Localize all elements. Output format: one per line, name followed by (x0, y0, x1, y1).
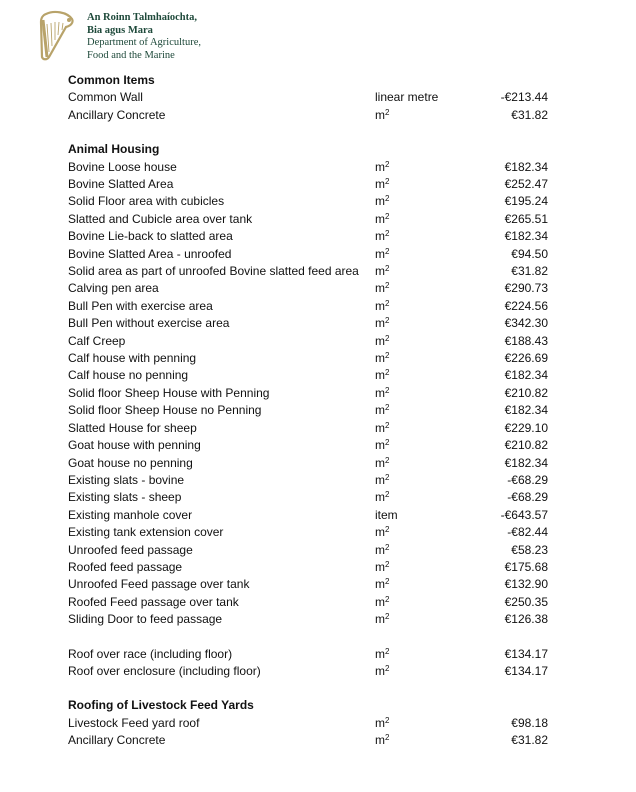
item-unit: $m^2$ (375, 525, 390, 540)
item-unit: $m^2$ (375, 542, 390, 557)
item-cost: €31.82 (511, 264, 548, 279)
table-row (68, 350, 548, 367)
table-row (68, 159, 548, 176)
item-unit: $m^2$ (375, 490, 390, 505)
item-unit: $m^2$ (375, 385, 390, 400)
table-row (68, 263, 548, 280)
item-cost: €132.90 (504, 577, 548, 592)
item-unit: $m^2$ (375, 438, 390, 453)
item-cost: €342.30 (504, 316, 548, 331)
item-cost: -€82.44 (507, 525, 548, 540)
item-cost: €265.51 (504, 211, 548, 226)
item-unit: $m^2$ (375, 559, 390, 574)
item-unit: $m^2$ (375, 368, 390, 383)
table-row (68, 333, 548, 350)
item-cost: €229.10 (504, 420, 548, 435)
item-description: Goat house no penning (68, 455, 193, 470)
cost-section (68, 646, 548, 681)
item-unit: $m^2$ (375, 715, 390, 730)
item-unit: $m^2$ (375, 177, 390, 191)
harp-logo-icon (37, 10, 77, 62)
item-description: Unroofed feed passage (68, 542, 193, 557)
item-description: Solid floor Sheep House no Penning (68, 403, 262, 418)
item-unit: $m^2$ (375, 333, 390, 348)
item-cost: €210.82 (504, 438, 548, 453)
table-row (68, 315, 548, 332)
item-description: Ancillary Concrete (68, 733, 166, 748)
item-unit: $m^2$ (375, 298, 390, 313)
item-description: Existing slats - sheep (68, 490, 182, 505)
item-cost: €210.82 (504, 385, 548, 400)
cost-section (68, 697, 548, 749)
table-row (68, 211, 548, 228)
item-unit: $m^2$ (375, 612, 390, 627)
item-description: Solid floor Sheep House with Penning (68, 385, 270, 400)
item-unit: $m^2$ (375, 472, 390, 487)
item-cost: €58.23 (511, 542, 548, 557)
item-unit: $m^2$ (375, 351, 390, 366)
item-unit: $m^2$ (375, 194, 390, 209)
item-description: Bovine Slatted Area (68, 177, 174, 191)
department-name (87, 12, 287, 62)
item-description: Calf house no penning (68, 368, 189, 383)
item-description: Roof over enclosure (including floor) (68, 663, 261, 678)
item-unit: item (375, 507, 398, 522)
dept-line-english-1: Department of Agriculture, (87, 37, 202, 48)
item-unit: $m^2$ (375, 577, 390, 592)
section-title: Roofing of Livestock Feed Yards (68, 698, 254, 713)
item-description: Bovine Lie-back to slatted area (68, 229, 233, 244)
item-description: Solid Floor area with cubicles (68, 194, 225, 209)
cost-section (68, 141, 548, 628)
item-cost: €134.17 (504, 663, 548, 678)
cost-section (68, 72, 548, 124)
table-row (68, 489, 548, 506)
table-row (68, 176, 548, 193)
item-cost: €195.24 (504, 194, 548, 209)
item-unit: $m^2$ (375, 107, 390, 122)
item-cost: -€68.29 (507, 472, 548, 487)
item-unit: $m^2$ (375, 246, 390, 261)
table-row (68, 559, 548, 576)
table-row (68, 524, 548, 541)
item-unit: linear metre (375, 90, 439, 105)
item-cost: €182.34 (504, 403, 548, 418)
item-unit: $m^2$ (375, 229, 390, 244)
item-cost: €31.82 (511, 107, 548, 122)
dept-line-irish-1: An Roinn Talmhaíochta, (87, 12, 197, 23)
item-description: Slatted House for sheep (68, 420, 197, 435)
item-cost: €182.34 (504, 368, 548, 383)
item-cost: -€68.29 (507, 490, 548, 505)
dept-line-irish-2: Bia agus Mara (87, 24, 153, 36)
section-title: Common Items (68, 73, 155, 87)
item-unit: $m^2$ (375, 403, 390, 418)
item-unit: $m^2$ (375, 211, 390, 226)
item-cost: €226.69 (504, 351, 548, 366)
item-cost: €98.18 (511, 715, 548, 730)
item-cost: €182.34 (504, 159, 548, 174)
item-description: Calf house with penning (68, 351, 197, 366)
item-description: Roofed Feed passage over tank (68, 594, 239, 609)
item-description: Slatted and Cubicle area over tank (68, 211, 253, 226)
item-description: Bovine Slatted Area - unroofed (68, 246, 232, 261)
table-row (68, 594, 548, 611)
table-row (68, 507, 548, 524)
item-unit: $m^2$ (375, 159, 390, 174)
table-row (68, 280, 548, 297)
item-description: Roofed feed passage (68, 559, 183, 574)
item-unit: $m^2$ (375, 663, 390, 678)
item-description: Existing tank extension cover (68, 525, 224, 540)
item-cost: €31.82 (511, 733, 548, 748)
item-cost: €252.47 (504, 177, 548, 191)
table-row (68, 646, 548, 663)
item-description: Bovine Loose house (68, 159, 177, 174)
item-cost: €134.17 (504, 646, 548, 661)
item-cost: €126.38 (504, 612, 548, 627)
table-row (68, 611, 548, 628)
item-description: Goat house with penning (68, 438, 201, 453)
item-cost: €94.50 (511, 246, 548, 261)
item-description: Bull Pen with exercise area (68, 298, 213, 313)
item-description: Ancillary Concrete (68, 107, 166, 122)
item-description: Existing manhole cover (68, 507, 193, 522)
item-unit: $m^2$ (375, 646, 390, 661)
table-row (68, 107, 548, 124)
item-unit: $m^2$ (375, 264, 390, 279)
item-description: Livestock Feed yard roof (68, 715, 200, 730)
item-cost: -€643.57 (500, 507, 548, 522)
item-description: Roof over race (including floor) (68, 646, 233, 661)
item-cost: €224.56 (504, 298, 548, 313)
table-row (68, 576, 548, 593)
item-cost: €175.68 (504, 559, 548, 574)
table-row (68, 246, 548, 263)
item-cost: €250.35 (504, 594, 548, 609)
table-row (68, 455, 548, 472)
item-description: Calving pen area (68, 281, 159, 296)
item-unit: $m^2$ (375, 455, 390, 470)
item-unit: $m^2$ (375, 281, 390, 296)
item-description: Existing slats - bovine (68, 472, 185, 487)
item-cost: €182.34 (504, 229, 548, 244)
table-row (68, 472, 548, 489)
item-description: Common Wall (68, 90, 143, 105)
table-row (68, 420, 548, 437)
table-row (68, 228, 548, 245)
item-unit: $m^2$ (375, 420, 390, 435)
item-description: Sliding Door to feed passage (68, 612, 223, 627)
item-cost: €182.34 (504, 455, 548, 470)
section-title: Animal Housing (68, 142, 160, 157)
table-row (68, 89, 548, 106)
table-row (68, 298, 548, 315)
cost-table (68, 72, 548, 767)
item-cost: €188.43 (504, 333, 548, 348)
table-row (68, 367, 548, 384)
item-description: Calf Creep (68, 333, 126, 348)
item-unit: $m^2$ (375, 594, 390, 609)
item-unit: $m^2$ (375, 316, 390, 331)
table-row (68, 402, 548, 419)
item-description: Unroofed Feed passage over tank (68, 577, 250, 592)
dept-line-english-2: Food and the Marine (87, 49, 175, 61)
table-row (68, 732, 548, 749)
item-description: Bull Pen without exercise area (68, 316, 230, 331)
table-row (68, 715, 548, 732)
table-row (68, 663, 548, 680)
item-cost: €290.73 (504, 281, 548, 296)
item-unit: $m^2$ (375, 733, 390, 748)
table-row (68, 542, 548, 559)
item-cost: -€213.44 (500, 90, 548, 105)
table-row (68, 385, 548, 402)
item-description: Solid area as part of unroofed Bovine slatted feed area (68, 264, 359, 279)
table-row (68, 193, 548, 210)
table-row (68, 437, 548, 454)
